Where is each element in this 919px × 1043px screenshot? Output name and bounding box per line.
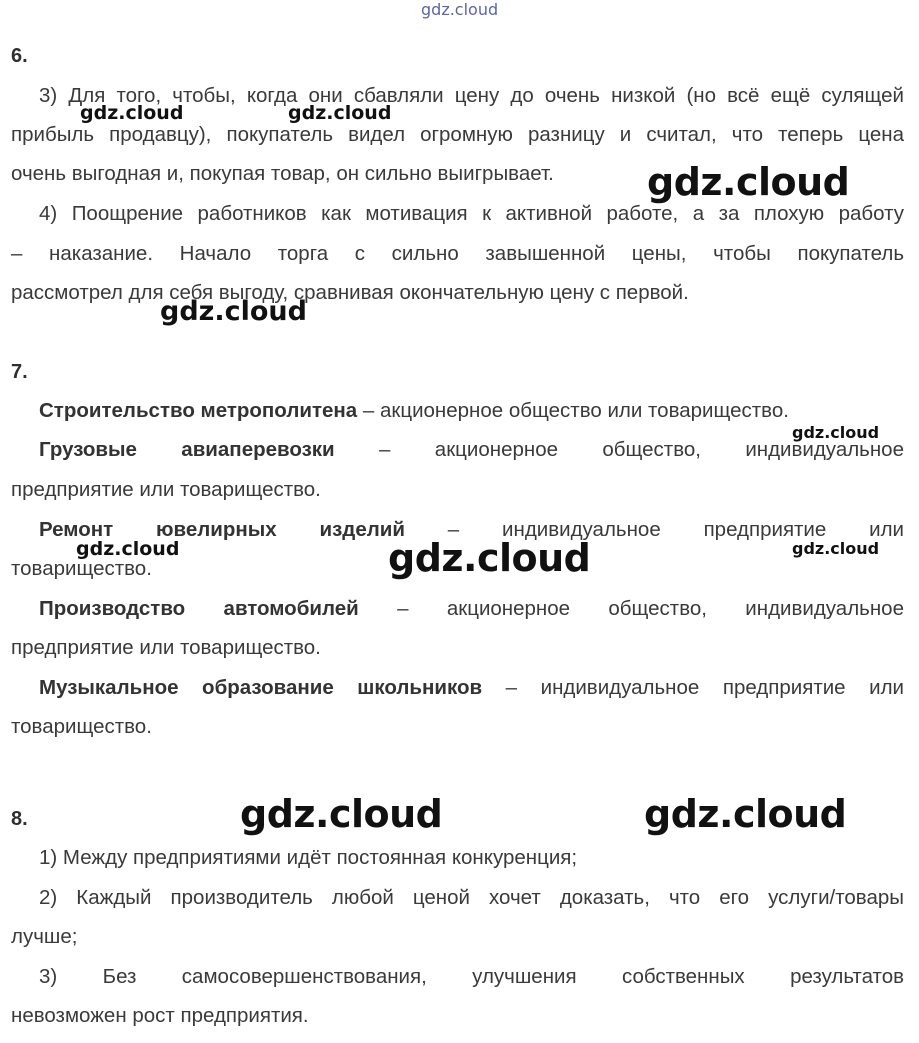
s7-item-2-text: – акционерное общество, индивидуальное [334,438,904,461]
s7-item-4-text: – акционерное общество, индивидуальное [358,597,904,620]
watermark: gdz.cloud [644,792,847,836]
s7-item-1 [39,391,904,431]
watermark: gdz.cloud [792,539,880,558]
s6-line-3: очень выгодная и, покупая товар, он сильно выигрывает. [11,162,554,185]
s7-item-5 [39,668,904,708]
s7-item-5-text: – индивидуальное предприятие или [482,676,904,699]
watermark: gdz.cloud [388,536,591,580]
s6-line-5: – наказание. Начало торга с сильно завышенной цены, чтобы покупатель [11,242,904,265]
section-number-8: 8. [11,808,28,830]
s7-item-5-cont: товарищество. [11,715,152,738]
watermark: gdz.cloud [160,296,307,327]
s8-line-5: невозможен рост предприятия. [11,1004,309,1027]
section-number-7: 7. [11,361,28,383]
s7-item-3-cont: товарищество. [11,557,152,580]
header-watermark: gdz.cloud [421,0,499,19]
s7-item-4 [39,589,904,629]
s7-item-4-term: Производство автомобилей [39,597,359,620]
s7-item-2 [39,430,904,470]
s8-line-4: 3) Без самосовершенствования, улучшения собственных результатов [39,965,904,988]
s7-item-3-text: – индивидуальное предприятие или [404,518,904,541]
s7-item-1-text: – акционерное общество или товарищество. [357,399,789,422]
watermark: gdz.cloud [792,423,880,442]
s8-line-2: 2) Каждый производитель любой ценой хочет доказать, что его услуги/товары [39,886,904,909]
watermark: gdz.cloud [288,102,392,124]
watermark: gdz.cloud [240,792,443,836]
s7-item-5-term: Музыкальное образование школьников [39,676,483,699]
s6-line-1: 3) Для того, чтобы, когда они сбавляли цену до очень низкой (но всё ещё сулящей [39,84,904,107]
s7-item-3-term: Ремонт ювелирных изделий [39,518,405,541]
watermark: gdz.cloud [76,538,180,560]
watermark: gdz.cloud [80,102,184,124]
s7-item-1-term: Строительство метрополитена [39,399,358,422]
section-number-6: 6. [11,45,28,67]
s7-item-2-cont: предприятие или товарищество. [11,478,321,501]
s8-line-3: лучше; [11,925,78,948]
s7-item-4-cont: предприятие или товарищество. [11,636,321,659]
s7-item-2-term: Грузовые авиаперевозки [39,438,335,461]
s6-line-2: прибыль продавцу), покупатель видел огромную разницу и считал, что теперь цена [11,123,904,146]
s6-line-4: 4) Поощрение работников как мотивация к активной работе, а за плохую работу [39,202,904,225]
s6-line-6: рассмотрел для себя выгоду, сравнивая окончательную цену с первой. [11,281,689,304]
watermark: gdz.cloud [647,160,850,204]
s8-line-1: 1) Между предприятиями идёт постоянная конкуренция; [39,846,578,869]
